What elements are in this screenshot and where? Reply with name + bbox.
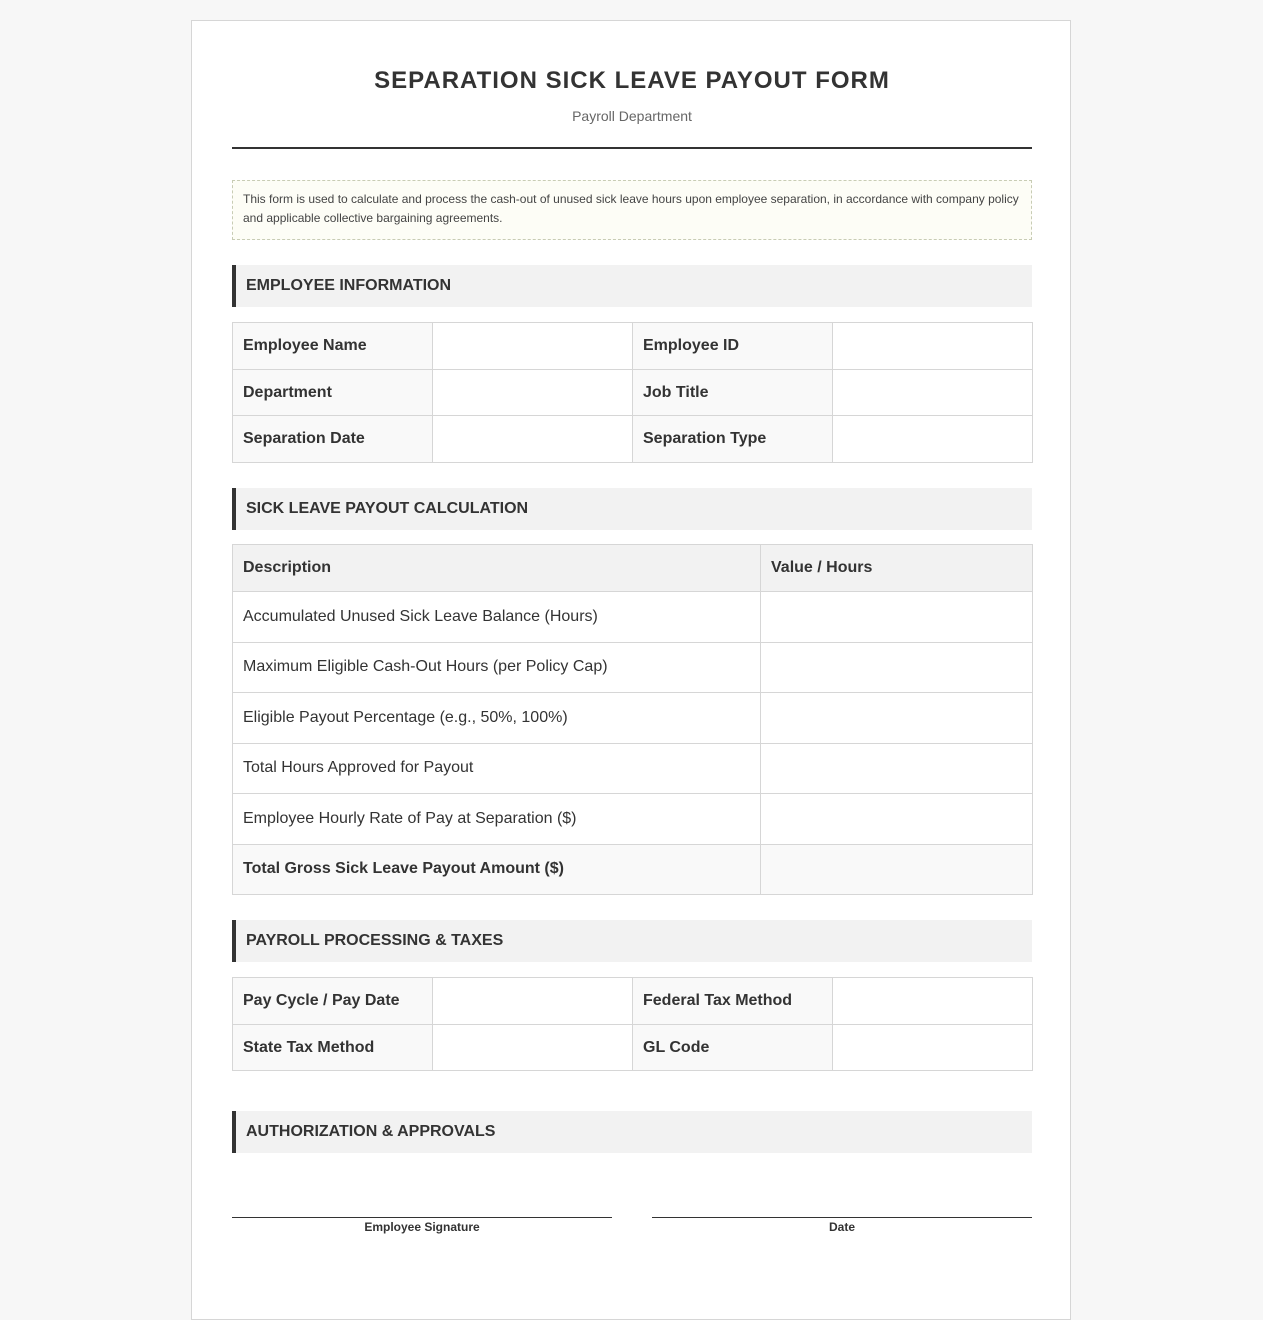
employee-signature-label: Employee Signature — [364, 1220, 480, 1234]
row-description: Maximum Eligible Cash-Out Hours (per Policy Cap) — [233, 642, 761, 693]
payout-calculation-table — [232, 544, 1033, 895]
department-field[interactable] — [433, 369, 633, 416]
field-label-separation-type: Separation Type — [633, 416, 833, 463]
field-label-pay-cycle: Pay Cycle / Pay Date — [233, 978, 433, 1025]
unused-balance-hours-field[interactable] — [761, 592, 1033, 643]
approved-hours-field[interactable] — [761, 743, 1033, 794]
signature-date-label: Date — [828, 1220, 855, 1234]
table-row — [233, 642, 1033, 693]
table-row — [233, 369, 1033, 416]
table-row — [233, 416, 1033, 463]
section-heading-employee-information: EMPLOYEE INFORMATION — [232, 265, 1032, 307]
payout-percentage-field[interactable] — [761, 693, 1033, 744]
table-row — [233, 323, 1033, 370]
table-row — [233, 592, 1033, 643]
field-label-gl-code: GL Code — [633, 1024, 833, 1071]
employee-information-table — [232, 322, 1033, 463]
form-subtitle: Payroll Department — [572, 108, 692, 124]
table-row — [233, 978, 1033, 1025]
row-description: Total Hours Approved for Payout — [233, 743, 761, 794]
hourly-rate-field[interactable] — [761, 794, 1033, 845]
column-header-description: Description — [233, 545, 761, 592]
form-title: SEPARATION SICK LEAVE PAYOUT FORM — [374, 67, 890, 94]
table-header-row — [233, 545, 1033, 592]
total-description: Total Gross Sick Leave Payout Amount ($) — [233, 844, 761, 895]
gl-code-field[interactable] — [833, 1024, 1033, 1071]
section-heading-authorization: AUTHORIZATION & APPROVALS — [232, 1111, 1032, 1153]
row-description: Accumulated Unused Sick Leave Balance (Hours) — [233, 592, 761, 643]
job-title-field[interactable] — [833, 369, 1033, 416]
form-page — [191, 20, 1071, 1320]
table-row — [233, 693, 1033, 744]
employee-id-field[interactable] — [833, 323, 1033, 370]
field-label-employee-id: Employee ID — [633, 323, 833, 370]
separation-type-field[interactable] — [833, 416, 1033, 463]
max-cashout-hours-field[interactable] — [761, 642, 1033, 693]
form-notice: This form is used to calculate and process the cash-out of unused sick leave hours upon employee separation, in accordance with company policy and applicable collective bargaining agreements. — [232, 180, 1032, 240]
section-heading-payroll-processing: PAYROLL PROCESSING & TAXES — [232, 920, 1032, 962]
column-header-value-hours: Value / Hours — [761, 545, 1033, 592]
signature-date-line[interactable] — [652, 1217, 1032, 1218]
separation-date-field[interactable] — [433, 416, 633, 463]
table-row — [233, 743, 1033, 794]
total-payout-amount-field[interactable] — [761, 844, 1033, 895]
row-description: Eligible Payout Percentage (e.g., 50%, 100%) — [233, 693, 761, 744]
field-label-state-tax-method: State Tax Method — [233, 1024, 433, 1071]
table-row — [233, 794, 1033, 845]
header-divider — [232, 147, 1032, 149]
employee-name-field[interactable] — [433, 323, 633, 370]
payroll-processing-table — [232, 977, 1033, 1071]
federal-tax-method-field[interactable] — [833, 978, 1033, 1025]
section-heading-payout-calculation: SICK LEAVE PAYOUT CALCULATION — [232, 488, 1032, 530]
pay-cycle-field[interactable] — [433, 978, 633, 1025]
field-label-job-title: Job Title — [633, 369, 833, 416]
state-tax-method-field[interactable] — [433, 1024, 633, 1071]
employee-signature-line[interactable] — [232, 1217, 612, 1218]
table-row — [233, 1024, 1033, 1071]
field-label-federal-tax-method: Federal Tax Method — [633, 978, 833, 1025]
table-total-row — [233, 844, 1033, 895]
row-description: Employee Hourly Rate of Pay at Separation ($) — [233, 794, 761, 845]
field-label-department: Department — [233, 369, 433, 416]
field-label-separation-date: Separation Date — [233, 416, 433, 463]
field-label-employee-name: Employee Name — [233, 323, 433, 370]
